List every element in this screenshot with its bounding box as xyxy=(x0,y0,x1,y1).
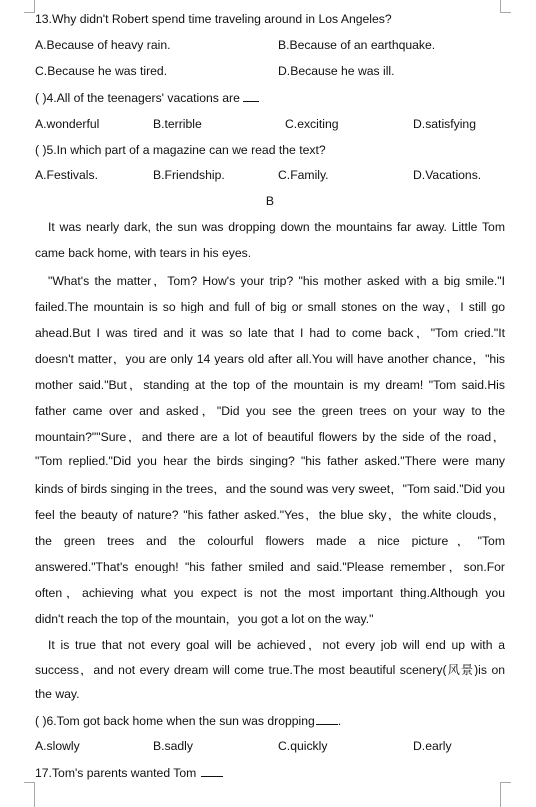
passage-line: ahead.But I was tired and it was so late that I had to come back，"Tom cried."It xyxy=(35,326,505,339)
passage-line: mountain?""Sure，and there are a lot of beautiful flowers by the side of the road， xyxy=(35,430,505,443)
question-15-option-a: A.Festivals. xyxy=(35,168,98,182)
passage-line: answered."That's enough! "his father smiled and said."Please remember，son.For xyxy=(35,560,505,573)
corner-mark-top-left xyxy=(24,0,35,13)
question-13-option-c: C.Because he was tired. xyxy=(35,64,168,78)
question-13-option-a: A.Because of heavy rain. xyxy=(35,38,171,52)
passage-line: failed.The mountain is so high and full of big or small stones on the way，I still go xyxy=(35,300,505,313)
question-17-stem xyxy=(35,765,505,780)
answer-blank xyxy=(316,713,338,725)
passage-line: "Tom replied."Did you hear the birds singing? "his father asked."There were many xyxy=(35,454,505,468)
question-14-stem xyxy=(35,90,505,105)
passage-line: the green trees and the colourful flowers made a nice picture，"Tom xyxy=(35,534,505,547)
question-15-option-b: B.Friendship. xyxy=(153,168,225,182)
question-13-option-b: B.Because of an earthquake. xyxy=(278,38,436,52)
question-13-stem: 13.Why didn't Robert spend time traveling around in Los Angeles? xyxy=(35,12,392,26)
question-14-text: ( )4.All of the teenagers' vacations are xyxy=(35,91,240,105)
corner-mark-bottom-right xyxy=(500,782,511,807)
passage-line: father came over and asked，"Did you see the green trees on your way to the xyxy=(35,404,505,417)
period: . xyxy=(337,714,342,728)
passage-line: the way. xyxy=(35,687,80,701)
section-heading: B xyxy=(265,194,275,208)
passage-line: It was nearly dark, the sun was dropping down the mountains far away. Little Tom xyxy=(48,220,505,234)
question-16-stem xyxy=(35,713,505,728)
question-16-option-b: B.sadly xyxy=(153,739,193,753)
answer-blank xyxy=(243,90,259,102)
question-16-option-c: C.quickly xyxy=(278,739,328,753)
answer-blank xyxy=(201,765,223,777)
question-14-option-b: B.terrible xyxy=(153,117,202,131)
question-16-option-d: D.early xyxy=(413,739,452,753)
passage-line: doesn't matter，you are only 14 years old after all.You will have another chance，"his xyxy=(35,352,505,365)
question-16-text: ( )6.Tom got back home when the sun was dropping xyxy=(35,714,315,728)
passage-line: "What's the matter，Tom? How's your trip? "his mother asked with a big smile."I xyxy=(48,274,505,287)
question-15-stem: ( )5.In which part of a magazine can we read the text? xyxy=(35,143,326,157)
passage-line: success，and not every dream will come true.The most beautiful scenery(风景)is on xyxy=(35,663,505,676)
passage-line: kinds of birds singing in the trees，and the sound was very sweet，"Tom said."Did you xyxy=(35,482,505,495)
question-17-text: 17.Tom's parents wanted Tom xyxy=(35,766,197,780)
question-16-option-a: A.slowly xyxy=(35,739,80,753)
question-15-option-c: C.Family. xyxy=(278,168,329,182)
corner-mark-bottom-left xyxy=(24,782,35,807)
question-13-option-d: D.Because he was ill. xyxy=(278,64,395,78)
question-14-option-c: C.exciting xyxy=(285,117,339,131)
passage-line: It is true that not every goal will be achieved，not every job will end up with a xyxy=(48,638,505,651)
passage-line: didn't reach the top of the mountain，you got a lot on the way." xyxy=(35,612,374,626)
question-14-option-a: A.wonderful xyxy=(35,117,100,131)
question-15-option-d: D.Vacations. xyxy=(413,168,482,182)
passage-line: mother said."But，standing at the top of the mountain is my dream! "Tom said.His xyxy=(35,378,505,391)
passage-line: came back home, with tears in his eyes. xyxy=(35,246,252,260)
passage-line: often，achieving what you expect is not the most important thing.Although you xyxy=(35,586,505,599)
question-14-option-d: D.satisfying xyxy=(413,117,476,131)
passage-line: feel the beauty of nature? "his father asked."Yes，the blue sky，the white clouds， xyxy=(35,508,505,521)
